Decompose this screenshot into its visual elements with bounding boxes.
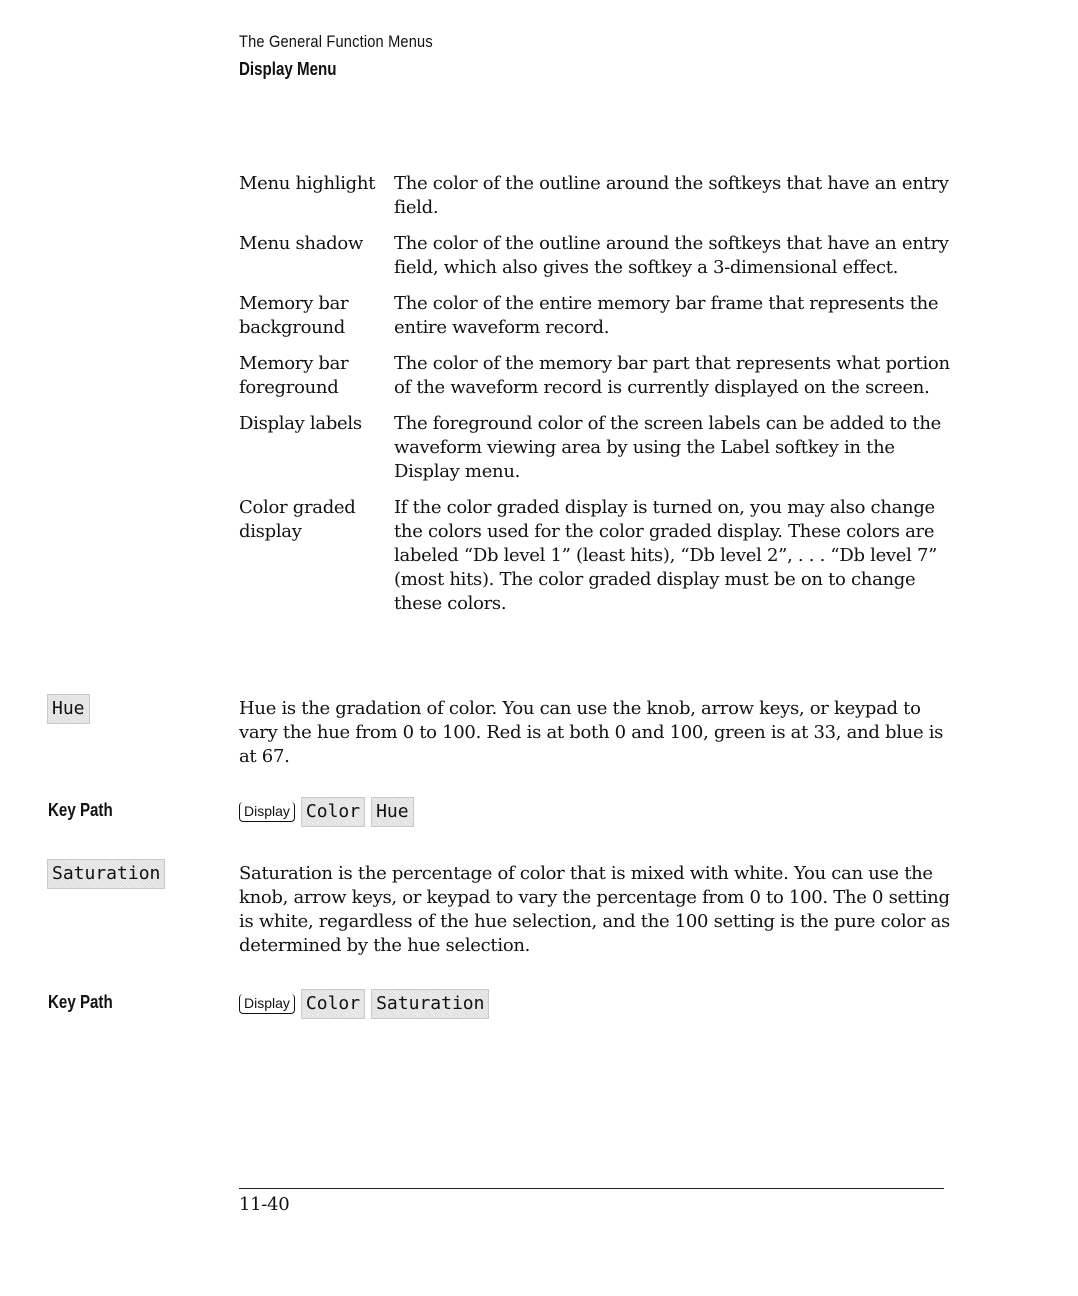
definition-term: Menu highlight bbox=[239, 173, 376, 194]
saturation-keypath-label: Key Path bbox=[48, 992, 113, 1012]
hue-keypath bbox=[239, 797, 414, 827]
display-hardkey: Display bbox=[239, 994, 295, 1014]
page-number: 11-40 bbox=[239, 1194, 290, 1215]
saturation-description: Saturation is the percentage of color that is mixed with white. You can use the knob, arrow keys, or keypad to vary the percentage from 0 to 100. The 0 setting is white, regardless of the hue selection, and the 100 setting is the pure color as determined by the hue selection. bbox=[239, 863, 950, 956]
definition-description: The foreground color of the screen labels can be added to the waveform viewing area by using the Label softkey in the Display menu. bbox=[394, 413, 941, 482]
running-header-section: The General Function Menus bbox=[239, 32, 433, 51]
hue-keypath-label: Key Path bbox=[48, 800, 113, 820]
definition-description: The color of the memory bar part that represents what portion of the waveform record is currently displayed on the screen. bbox=[394, 353, 950, 398]
definition-description: The color of the outline around the softkeys that have an entry field, which also gives the softkey a 3-dimensional effect. bbox=[394, 233, 949, 278]
definition-description: The color of the entire memory bar frame that represents the entire waveform record. bbox=[394, 293, 939, 338]
hue-softkey-label: Hue bbox=[47, 694, 90, 724]
saturation-softkey: Saturation bbox=[371, 989, 489, 1019]
definition-row bbox=[239, 172, 954, 220]
hue-description: Hue is the gradation of color. You can use the knob, arrow keys, or keypad to vary the hue from 0 to 100. Red is at both 0 and 100, green is at 33, and blue is at 67. bbox=[239, 698, 944, 767]
saturation-softkey-label: Saturation bbox=[47, 859, 165, 889]
definition-description: The color of the outline around the softkeys that have an entry field. bbox=[394, 173, 949, 218]
definition-term: Memory bar foreground bbox=[239, 353, 349, 398]
definition-row bbox=[239, 292, 954, 340]
footer-rule bbox=[239, 1188, 944, 1189]
definition-term: Color graded display bbox=[239, 497, 356, 542]
definition-row bbox=[239, 232, 954, 280]
color-softkey: Color bbox=[301, 797, 365, 827]
definition-term: Menu shadow bbox=[239, 233, 364, 254]
definition-row bbox=[239, 352, 954, 400]
definition-term: Memory bar background bbox=[239, 293, 349, 338]
color-definitions-table bbox=[239, 172, 954, 628]
saturation-keypath bbox=[239, 989, 489, 1019]
definition-description: If the color graded display is turned on, you may also change the colors used for the color graded display. These colors are labeled “Db level 1” (least hits), “Db level 2”, . . . “Db level 7” (most hits). The color graded display must be on to change these colors. bbox=[394, 497, 938, 614]
definition-row bbox=[239, 496, 954, 616]
color-softkey: Color bbox=[301, 989, 365, 1019]
hue-softkey: Hue bbox=[371, 797, 414, 827]
definition-row bbox=[239, 412, 954, 484]
display-hardkey: Display bbox=[239, 802, 295, 822]
running-header-title: Display Menu bbox=[239, 59, 337, 79]
definition-term: Display labels bbox=[239, 413, 362, 434]
